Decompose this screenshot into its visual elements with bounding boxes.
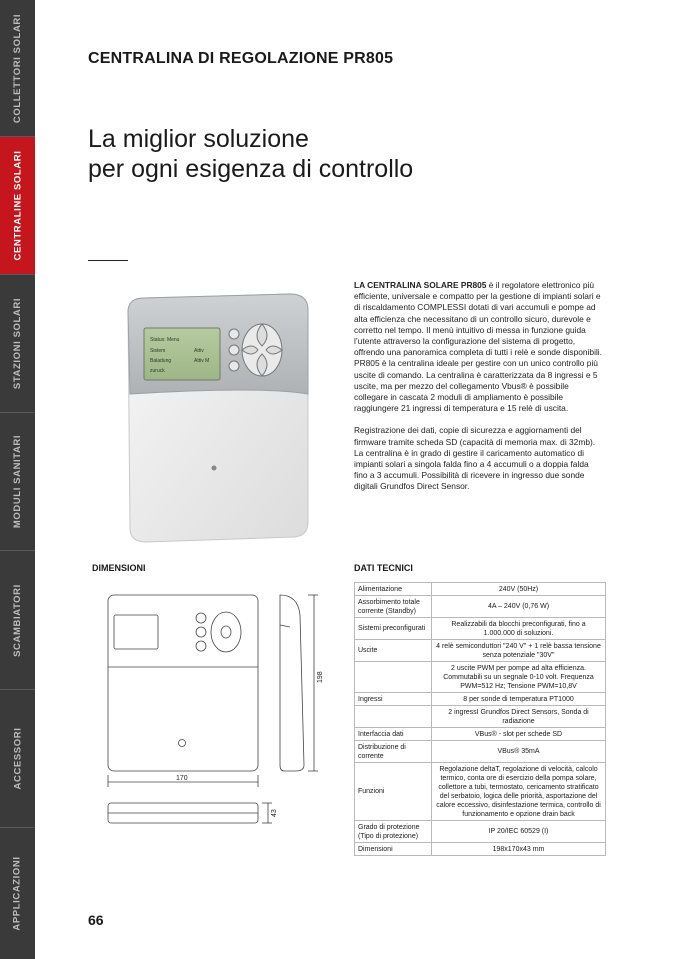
table-row [355,662,606,693]
intro-paragraph-3: Registrazione dei dati, copie di sicurezza e aggiornamenti del firmware tramite scheda SD (capacità di memoria max. di 32mb). La centralina è in grado di gestire il caricamento automatico di impianti solari a singola falda fino a 4 accumuli o a doppia falda fino a 3 accumuli. Possibilità di ricevere in ingresso due sonde digitali Grundfos Direct Sensor. [354,425,596,492]
page-number: 66 [88,912,104,928]
sidebar-tab-label: SCAMBIATORI [12,583,23,657]
spec-key: Sistemi preconfigurati [355,618,432,640]
dimension-height: 198 [317,671,324,683]
intro-p1: è il regolatore elettronico più efficiente, universale e compatto per la gestione di impianti solari e di riscaldamento COMPLESSI dotati di vari accumuli e pompe ad alta efficienza che necessitano di un controllo sicuro, durevole e corretto nel tempo. Il menù intuitivo di messa in funzione guida l’utente attraverso la configurazione del sistema di progetto, offrendo una panoramica completa di tutti i relè e sonde disponibili. [354,280,602,358]
table-row [355,693,606,706]
spec-value: Regolazione deltaT, regolazione di velocità, calcolo termico, conta ore di esercizio della pompa solare, collettore a tubi, termostato, cericamento stratificato del serbatoio, logica delle priorità, asportazione del calore eccessivo, disinfestazione termica, controllo di funzionamento e opzione drain back [432,763,606,821]
table-row [355,618,606,640]
device-led [212,466,217,471]
lcd-line-3: Baladung [150,358,172,364]
lcd-line-2: Sistem [150,348,166,354]
specs-label: DATI TECNICI [354,563,413,573]
spec-value: 240V (50Hz) [432,583,606,596]
intro-paragraph-1 [354,280,604,358]
table-row [355,763,606,821]
sidebar-tab-stazioni-solari[interactable] [0,275,35,413]
table-row [355,640,606,662]
dimension-drawing [90,585,330,845]
headline [88,124,413,184]
spec-key: Assorbimento totale corrente (Standby) [355,596,432,618]
intro-text [354,280,604,504]
spec-key: Dimensioni [355,843,432,856]
sidebar [0,0,35,959]
intro-paragraph-2: PR805 è la centralina ideale per gestire con un unico controllo più uscite di comando. La centralina è caratterizzata da 8 ingressi e 5 uscite, ma per mezzo del collegamento Vbus® è possibile collegare in cascata 2 moduli di ampliamento è possibile raggiungere 21 ingressi di temperatura e 15 relè di uscita. [354,358,598,414]
dimension-depth: 43 [271,809,278,817]
sidebar-tab-label: CENTRALINE SOLARI [12,150,24,261]
device-button-2 [229,345,239,355]
page-title: CENTRALINA DI REGOLAZIONE PR805 [88,50,394,67]
spec-key: Funzioni [355,763,432,821]
sidebar-tab-label: MODULI SANITARI [12,434,24,529]
sidebar-tab-applicazioni[interactable] [0,828,35,959]
spec-value: IP 20/IEC 60529 (I) [432,821,606,843]
specs-table [354,582,606,856]
sidebar-tab-label: APPLICAZIONI [12,856,24,931]
lcd-line-2b: Attiv [194,348,204,354]
headline-line-1: La miglior soluzione [88,125,309,153]
table-row [355,583,606,596]
dimensions-label: DIMENSIONI [92,563,146,573]
spec-value: 4A – 240V (0,76 W) [432,596,606,618]
sidebar-tab-label: ACCESSORI [12,727,24,790]
spec-value: 198x170x43 mm [432,843,606,856]
spec-key [355,706,432,728]
device-button-3 [229,361,239,371]
spec-key [355,662,432,693]
sidebar-tab-centraline-solari[interactable] [0,137,35,275]
sidebar-tab-accessori[interactable] [0,690,35,828]
table-row [355,843,606,856]
lcd-line-1: Status: Menu [150,337,180,343]
sidebar-tab-collettori-solari[interactable] [0,0,35,137]
table-row [355,706,606,728]
table-row [355,821,606,843]
spec-value: VBus® - slot per schede SD [432,728,606,741]
table-row [355,728,606,741]
spec-value: Realizzabili da blocchi preconfigurati, fino a 1.000.000 di soluzioni. [432,618,606,640]
table-row [355,741,606,763]
spec-value: VBus® 35mA [432,741,606,763]
dimension-width: 170 [176,775,188,782]
spec-key: Alimentazione [355,583,432,596]
sidebar-tab-moduli-sanitari[interactable] [0,413,35,551]
lcd-line-3b: Attiv M [194,358,210,364]
sidebar-tab-scambiatori[interactable] [0,551,35,690]
spec-value: 2 ingressI Grundfos Direct Sensors, Sonda di radiazione [432,706,606,728]
spec-key: Grado di protezione (Tipo di protezione) [355,821,432,843]
spec-value: 2 uscite PWM per pompe ad alta efficienza. Commutabili su un segnale 0-10 volt. Frequenza PWM=512 Hz; Tensione PWM=10,8V [432,662,606,693]
spec-key: Distribuzione di corrente [355,741,432,763]
sidebar-tab-label: STAZIONI SOLARI [12,297,23,390]
spec-value: 4 relè semiconduttori "240 V" + 1 relè bassa tensione senza potenziale "30V" [432,640,606,662]
spec-key: Interfaccia dati [355,728,432,741]
table-row [355,596,606,618]
spec-key: Uscite [355,640,432,662]
device-nav-pad [242,324,282,376]
divider [88,260,128,261]
sidebar-tab-label: COLLETTORI SOLARI [12,13,23,123]
headline-line-2: per ogni esigenza di controllo [88,155,414,183]
product-photo [110,290,320,550]
intro-lead: LA CENTRALINA SOLARE PR805 [354,280,487,290]
device-button-1 [229,329,239,339]
spec-value: 8 per sonde di temperatura PT1000 [432,693,606,706]
lcd-line-4: zuruck [150,368,165,374]
spec-key: Ingressi [355,693,432,706]
